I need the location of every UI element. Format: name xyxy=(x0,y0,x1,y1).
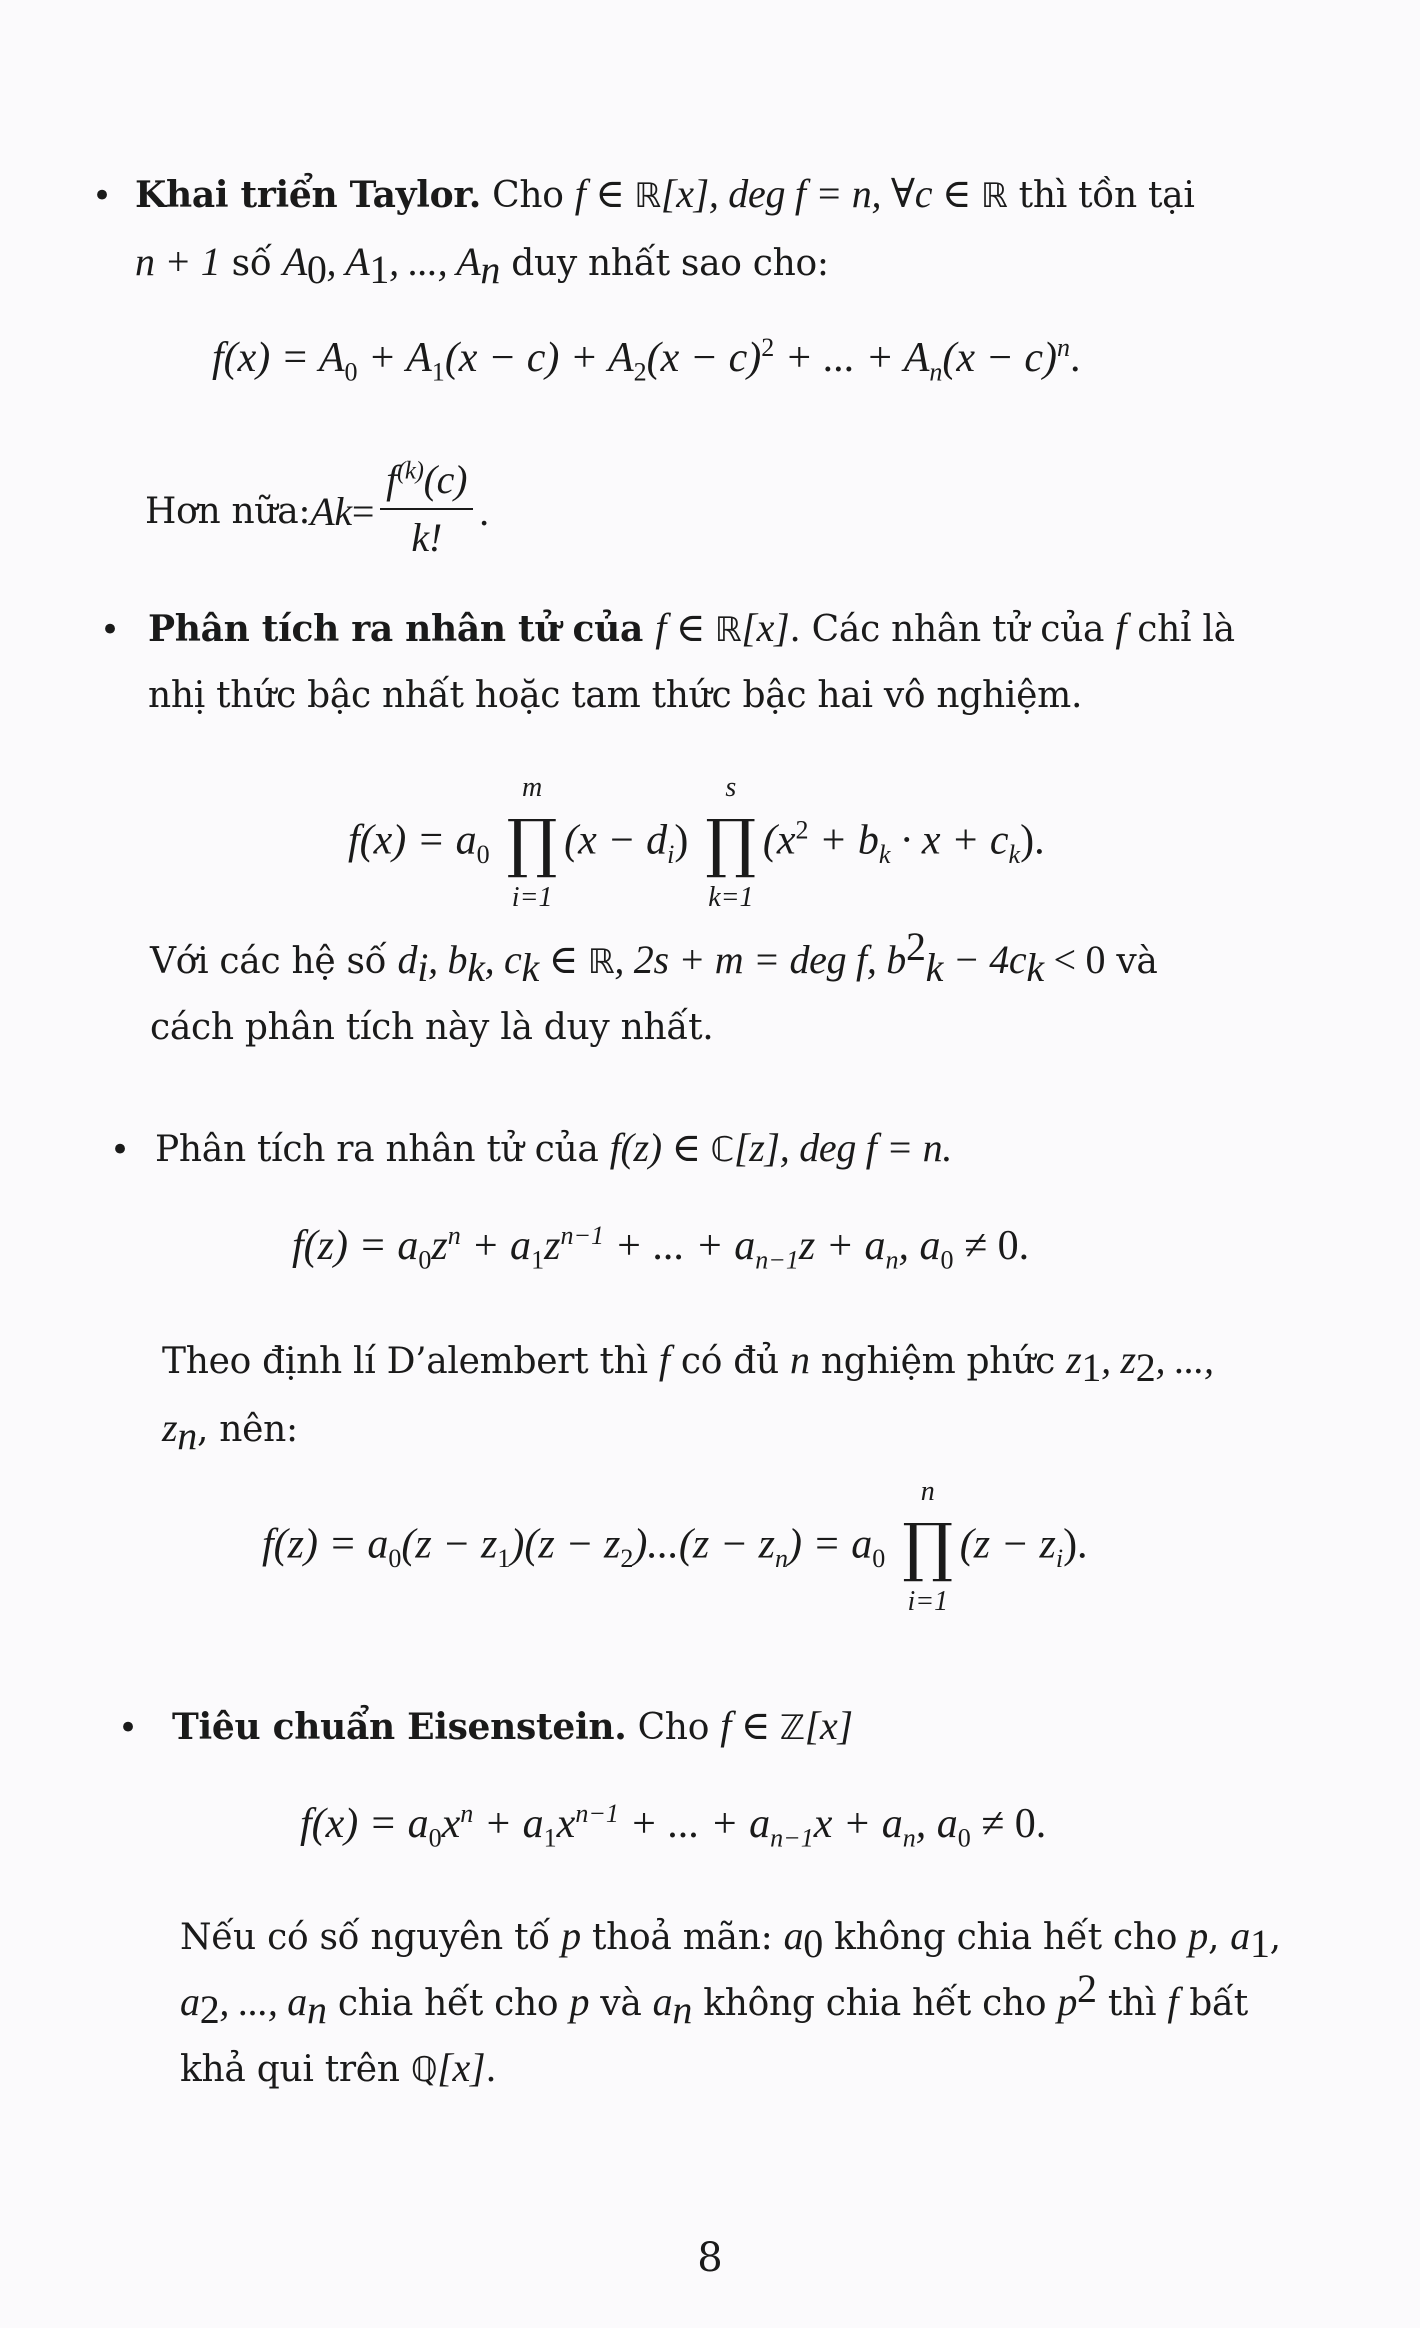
product-symbol: s ∏ k=1 xyxy=(705,772,757,913)
eisenstein-equation: $f(x) = a_0x^n + a_1x^{n-1}$ + ... + $a_{n-1}x + a_n$, $a_0 \ne 0$. xyxy=(300,1799,1047,1853)
page-number: 8 xyxy=(697,2235,723,2281)
real-factor-equation: $f(x) = a_0$ m ∏ i=1 $(x - d_i)$ s ∏ k=1 $(x^2 + b_k \cdot x + c_k)$. xyxy=(348,772,1045,913)
dalembert-line-2: $z_n$, nên: xyxy=(162,1405,298,1459)
real-factor-conditions: Với các hệ số $d_i$, $b_k$, $c_k$ ∈ ℝ, 2s + m = deg f, $b^2_k - 4c_k < 0$ và xyxy=(150,924,1158,991)
complex-factor-title-line: Phân tích ra nhân tử của f(z) ∈ ℂ[z], deg f = n. xyxy=(155,1125,953,1170)
bullet-icon: • xyxy=(100,610,121,650)
eisenstein-condition-1: Nếu có số nguyên tố p thoả mãn: $a_0$ không chia hết cho p, $a_1$, xyxy=(180,1913,1281,1967)
complex-factor-equation: $f(z) = a_0(z - z_1)(z - z_2)...(z - z_n) = a_0$ n ∏ i=1 $(z - z_i)$. xyxy=(262,1476,1088,1617)
taylor-intro-line: Khai triển Taylor. Cho f ∈ ℝ[x], deg f = n, ∀c ∈ ℝ thì tồn tại xyxy=(135,171,1195,216)
dalembert-line: Theo định lí D’alembert thì f có đủ n nghiệm phức $z_1$, $z_2$, ..., xyxy=(162,1337,1214,1391)
eisenstein-condition-2: $a_2$, ..., $a_n$ chia hết cho p và $a_n$ không chia hết cho $p^2$ thì f bất xyxy=(180,1966,1248,2033)
bullet-icon: • xyxy=(92,176,113,216)
taylor-line-2: n + 1 số $A_0$, $A_1$, ..., $A_n$ duy nhất sao cho: xyxy=(135,239,829,293)
eisenstein-title-line: Tiêu chuẩn Eisenstein. Cho f ∈ ℤ[x] xyxy=(172,1703,853,1748)
eisenstein-condition-3: khả qui trên ℚ[x]. xyxy=(180,2045,497,2090)
real-factor-uniqueness: cách phân tích này là duy nhất. xyxy=(150,1007,714,1048)
product-symbol: m ∏ i=1 xyxy=(506,772,558,913)
real-factor-line-2: nhị thức bậc nhất hoặc tam thức bậc hai vô nghiệm. xyxy=(148,675,1083,716)
real-factor-title-line: Phân tích ra nhân tử của f ∈ ℝ[x]. Các nhân tử của f chỉ là xyxy=(148,605,1235,650)
bullet-icon: • xyxy=(110,1130,131,1170)
taylor-equation: $f(x) = A_0 + A_1(x - c) + A_2(x - c)^2$ + ... + $A_n(x - c)^n$. xyxy=(212,333,1081,387)
taylor-title: Khai triển Taylor. xyxy=(135,174,481,216)
fraction: $\frac{f^{(k)}(c)}{k!}$ xyxy=(380,456,473,562)
taylor-moreover: Hơn nữa: A k = $\frac{f^{(k)}(c)}{k!}$ . xyxy=(145,457,489,560)
product-symbol: n ∏ i=1 xyxy=(902,1476,954,1617)
complex-poly-equation: $f(z) = a_0z^n + a_1z^{n-1}$ + ... + $a_{n-1}z + a_n$, $a_0 \ne 0$. xyxy=(292,1221,1030,1275)
bullet-icon: • xyxy=(118,1708,139,1748)
